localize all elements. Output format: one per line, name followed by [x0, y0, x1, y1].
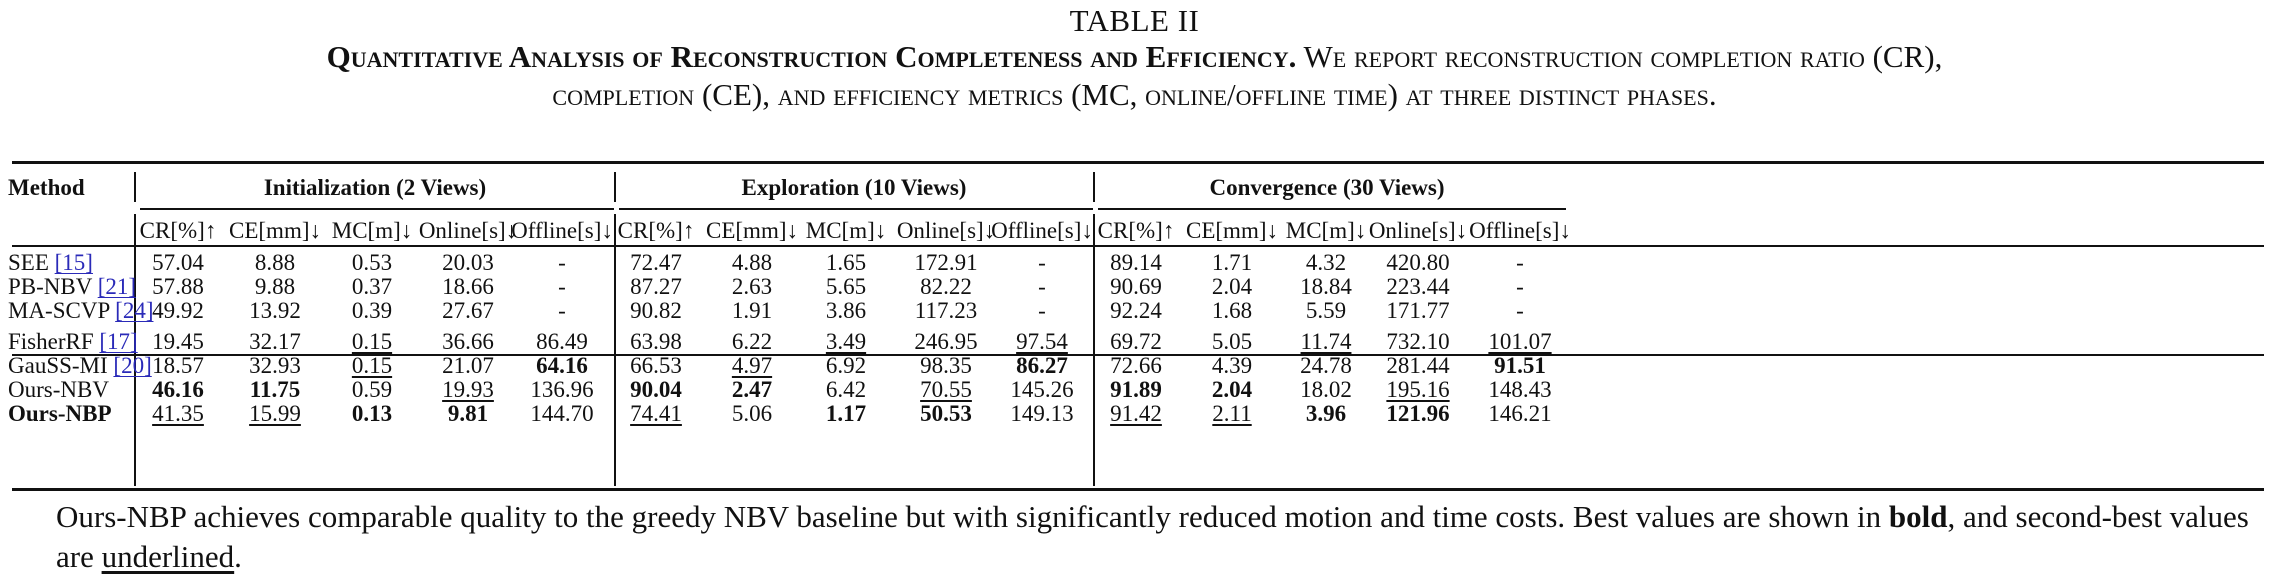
table-top-rule [12, 161, 2264, 164]
value-cell: - [1516, 250, 1524, 275]
header-method: Method [8, 175, 85, 200]
method-name: PB-NBV [8, 274, 92, 299]
metric-header: MC[m]↓ [331, 218, 413, 243]
value-cell: 9.88 [254, 274, 296, 299]
header-group-init: Initialization (2 Views) [263, 175, 487, 200]
metric-header: CR[%]↑ [1097, 218, 1175, 243]
metric-header: MC[m]↓ [1285, 218, 1367, 243]
value-cell: 63.98 [630, 329, 682, 354]
metric-header: Offline[s]↓ [991, 218, 1093, 243]
value-cell: 70.55 [920, 377, 972, 402]
value-cell: 3.86 [825, 298, 867, 323]
value-cell: 72.47 [630, 250, 682, 275]
value-cell: 91.89 [1110, 377, 1162, 402]
value-cell: 195.16 [1386, 377, 1450, 402]
value-cell: 57.88 [152, 274, 204, 299]
citation-link[interactable]: [20] [113, 353, 152, 378]
value-cell: 0.59 [351, 377, 393, 402]
value-cell: 46.16 [152, 377, 204, 402]
header-group-converge: Convergence (30 Views) [1209, 175, 1445, 200]
footnote-bold-word: bold [1888, 499, 1948, 534]
value-cell: 1.65 [825, 250, 867, 275]
value-cell: 6.22 [731, 329, 773, 354]
metric-header: Online[s]↓ [1368, 218, 1468, 243]
value-cell: 8.88 [254, 250, 296, 275]
metric-header: CR[%]↑ [139, 218, 217, 243]
value-cell: 146.21 [1488, 401, 1552, 426]
value-cell: 13.92 [249, 298, 301, 323]
value-cell: 91.42 [1110, 401, 1162, 426]
value-cell: 19.45 [152, 329, 204, 354]
value-cell: 6.42 [825, 377, 867, 402]
value-cell: 36.66 [442, 329, 494, 354]
value-cell: 0.15 [351, 329, 393, 354]
method-cell [8, 329, 138, 355]
value-cell: 2.04 [1211, 274, 1253, 299]
value-cell: 6.92 [825, 353, 867, 378]
table-bottom-rule [12, 488, 2264, 491]
group-underline-init [140, 208, 614, 210]
value-cell: - [558, 298, 566, 323]
value-cell: - [1038, 274, 1046, 299]
method-name: Ours-NBP [8, 401, 112, 426]
value-cell: 24.78 [1300, 353, 1352, 378]
metric-header: CE[mm]↓ [1186, 218, 1278, 243]
value-cell: 97.54 [1016, 329, 1068, 354]
value-cell: 2.47 [731, 377, 773, 402]
metric-header: MC[m]↓ [805, 218, 887, 243]
value-cell: 11.75 [249, 377, 301, 402]
value-cell: 0.39 [351, 298, 393, 323]
value-cell: 136.96 [530, 377, 594, 402]
caption-title: Quantitative Analysis of Reconstruction Completeness and Efficiency. [326, 39, 1297, 74]
value-cell: 86.27 [1016, 353, 1068, 378]
value-cell: 101.07 [1488, 329, 1552, 354]
value-cell: 74.41 [630, 401, 682, 426]
value-cell: 72.66 [1110, 353, 1162, 378]
value-cell: 5.59 [1305, 298, 1347, 323]
value-cell: 57.04 [152, 250, 204, 275]
value-cell: 21.07 [442, 353, 494, 378]
value-cell: - [1516, 274, 1524, 299]
value-cell: 89.14 [1110, 250, 1162, 275]
value-cell: 1.71 [1211, 250, 1253, 275]
value-cell: 0.13 [351, 401, 393, 426]
value-cell: 41.35 [152, 401, 204, 426]
value-cell: 15.99 [249, 401, 301, 426]
table-header-rule [12, 245, 2264, 247]
value-cell: 11.74 [1300, 329, 1352, 354]
footnote-part-4: . [234, 539, 242, 574]
citation-link[interactable]: [21] [97, 274, 137, 299]
table-footnote [56, 497, 2256, 577]
value-cell: 90.04 [630, 377, 682, 402]
divider-explore [1093, 214, 1095, 486]
group-underline-explore [619, 208, 1093, 210]
value-cell: 27.67 [442, 298, 494, 323]
value-cell: 4.32 [1305, 250, 1347, 275]
value-cell: 171.77 [1386, 298, 1450, 323]
value-cell: 5.06 [731, 401, 773, 426]
value-cell: 2.11 [1212, 401, 1252, 426]
footnote-part-1: Ours-NBP achieves comparable quality to the greedy NBV baseline but with significantly reduced motion and time costs. Best values are shown in [56, 499, 1882, 534]
header-group-explore: Exploration (10 Views) [741, 175, 967, 200]
method-name: Ours-NBV [8, 377, 109, 402]
value-cell: 4.88 [731, 250, 773, 275]
method-name: GauSS-MI [8, 353, 108, 378]
value-cell: - [558, 250, 566, 275]
divider-method-top [134, 172, 136, 202]
value-cell: 32.93 [249, 353, 301, 378]
value-cell: 1.91 [731, 298, 773, 323]
value-cell: 19.93 [442, 377, 494, 402]
value-cell: 86.49 [536, 329, 588, 354]
value-cell: 3.96 [1305, 401, 1347, 426]
method-cell [8, 401, 112, 427]
metric-header: CR[%]↑ [617, 218, 695, 243]
citation-link[interactable]: [15] [54, 250, 93, 275]
value-cell: 18.84 [1300, 274, 1352, 299]
metric-header: CE[mm]↓ [706, 218, 798, 243]
value-cell: 0.53 [351, 250, 393, 275]
metric-header: Online[s]↓ [896, 218, 996, 243]
value-cell: 92.24 [1110, 298, 1162, 323]
value-cell: 5.05 [1211, 329, 1253, 354]
metric-header: Online[s]↓ [418, 218, 518, 243]
method-name: FisherRF [8, 329, 94, 354]
caption-line-1 [0, 38, 2269, 76]
method-name: SEE [8, 250, 49, 275]
value-cell: 732.10 [1386, 329, 1450, 354]
group-underline-converge [1098, 208, 1566, 210]
metric-header: Offline[s]↓ [511, 218, 613, 243]
footnote-underlined-word: underlined [101, 539, 235, 574]
divider-init-top [614, 172, 616, 202]
value-cell: 64.16 [536, 353, 588, 378]
value-cell: 91.51 [1494, 353, 1546, 378]
value-cell: 4.97 [731, 353, 773, 378]
value-cell: 66.53 [630, 353, 682, 378]
value-cell: - [1038, 298, 1046, 323]
value-cell: 2.63 [731, 274, 773, 299]
divider-init [614, 214, 616, 486]
value-cell: 223.44 [1386, 274, 1450, 299]
value-cell: 2.04 [1211, 377, 1253, 402]
value-cell: 50.53 [920, 401, 972, 426]
value-cell: 0.15 [351, 353, 393, 378]
divider-explore-top [1093, 172, 1095, 202]
value-cell: 20.03 [442, 250, 494, 275]
footnote-part-2: , [1947, 499, 1956, 534]
method-name: MA-SCVP [8, 298, 110, 323]
value-cell: 90.69 [1110, 274, 1162, 299]
value-cell: 18.02 [1300, 377, 1352, 402]
value-cell: 82.22 [920, 274, 972, 299]
method-cell [8, 274, 136, 300]
value-cell: 0.37 [351, 274, 393, 299]
caption-line-1-rest: We report reconstruction completion ratio (CR), [1303, 39, 1943, 74]
method-cell [8, 250, 93, 276]
value-cell: 172.91 [914, 250, 978, 275]
table-caption [0, 0, 2269, 114]
value-cell: 32.17 [249, 329, 301, 354]
value-cell: 145.26 [1010, 377, 1074, 402]
caption-line-2: completion (CE), and efficiency metrics (MC, online/offline time) at three distinct phases. [552, 77, 1717, 112]
value-cell: 144.70 [530, 401, 594, 426]
footnote-part-3: and second-best values are [56, 499, 2249, 574]
method-cell [8, 377, 109, 403]
value-cell: 87.27 [630, 274, 682, 299]
value-cell: - [1038, 250, 1046, 275]
value-cell: 1.17 [825, 401, 867, 426]
value-cell: 69.72 [1110, 329, 1162, 354]
value-cell: 18.57 [152, 353, 204, 378]
value-cell: 1.68 [1211, 298, 1253, 323]
value-cell: - [1516, 298, 1524, 323]
value-cell: 98.35 [920, 353, 972, 378]
value-cell: 90.82 [630, 298, 682, 323]
metric-header: CE[mm]↓ [229, 218, 321, 243]
method-cell [8, 298, 153, 324]
value-cell: 149.13 [1010, 401, 1074, 426]
value-cell: 18.66 [442, 274, 494, 299]
method-cell [8, 353, 152, 379]
value-cell: 3.49 [825, 329, 867, 354]
value-cell: 148.43 [1488, 377, 1552, 402]
citation-link[interactable]: [17] [99, 329, 138, 354]
citation-link[interactable]: [24] [115, 298, 154, 323]
value-cell: 49.92 [152, 298, 204, 323]
value-cell: 5.65 [825, 274, 867, 299]
table-number: TABLE II [1069, 3, 1200, 38]
value-cell: 121.96 [1386, 401, 1450, 426]
value-cell: - [558, 274, 566, 299]
value-cell: 4.39 [1211, 353, 1253, 378]
value-cell: 420.80 [1386, 250, 1450, 275]
value-cell: 246.95 [914, 329, 978, 354]
value-cell: 281.44 [1386, 353, 1450, 378]
metric-header: Offline[s]↓ [1469, 218, 1571, 243]
value-cell: 9.81 [447, 401, 489, 426]
value-cell: 117.23 [914, 298, 978, 323]
